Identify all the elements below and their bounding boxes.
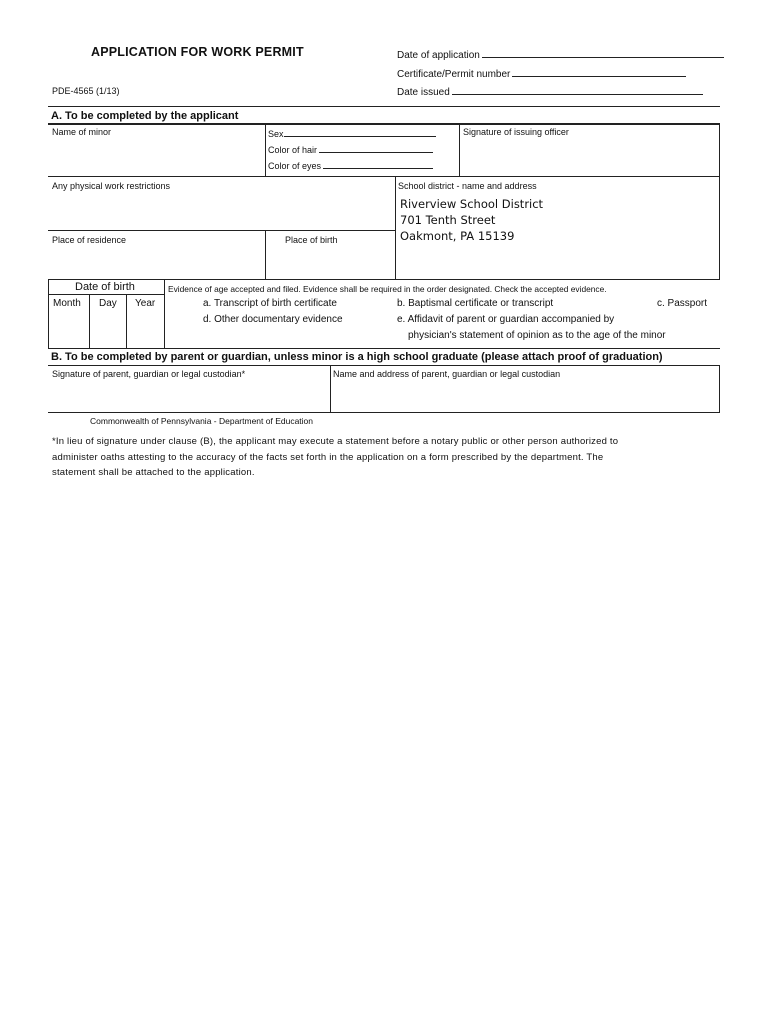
place-of-residence-label: Place of residence	[52, 235, 127, 245]
place-of-birth-label: Place of birth	[285, 235, 338, 245]
school-address-line: Riverview School District	[400, 197, 544, 211]
certificate-number-line	[512, 67, 686, 77]
footnote-line: administer oaths attesting to the accuracy of the facts set forth in the application on a form prescribed by the department. The	[52, 451, 604, 463]
section-b-top-rule	[48, 348, 720, 349]
section-b-bottom-rule	[48, 412, 720, 413]
date-of-application-field[interactable]	[397, 48, 724, 61]
row-rule	[48, 279, 720, 280]
divider	[719, 177, 720, 279]
divider	[126, 294, 127, 348]
section-b-rule	[48, 365, 720, 366]
evidence-option-c[interactable]: c. Passport	[657, 298, 708, 309]
color-of-eyes-label: Color of eyes	[268, 161, 322, 171]
footnote-line: statement shall be attached to the application.	[52, 467, 255, 478]
school-district-label: School district - name and address	[398, 181, 537, 191]
form-code: PDE-4565 (1/13)	[52, 86, 120, 96]
parent-signature-label: Signature of parent, guardian or legal custodian*	[52, 369, 246, 379]
physical-restrictions-label: Any physical work restrictions	[52, 181, 171, 191]
name-of-minor-label: Name of minor	[52, 127, 112, 137]
date-issued-field[interactable]	[397, 85, 703, 98]
school-address	[400, 196, 543, 244]
divider	[48, 280, 49, 348]
divider	[719, 366, 720, 413]
evidence-option-e-continued: physician's statement of opinion as to the age of the minor	[408, 330, 666, 341]
date-issued-line	[452, 85, 703, 95]
section-a-heading: A. To be completed by the applicant	[51, 110, 239, 122]
color-of-hair-line	[319, 143, 433, 153]
sex-label: Sex	[268, 129, 284, 139]
dob-rule	[48, 294, 165, 295]
form-title: APPLICATION FOR WORK PERMIT	[91, 45, 304, 59]
agency-label: Commonwealth of Pennsylvania - Department of Education	[90, 416, 314, 426]
certificate-number-field[interactable]	[397, 67, 686, 80]
evidence-option-e[interactable]: e. Affidavit of parent or guardian accompanied by	[397, 314, 615, 325]
sex-field[interactable]	[268, 127, 436, 139]
color-of-eyes-field[interactable]	[268, 159, 433, 171]
school-address-line: 701 Tenth Street	[400, 213, 496, 227]
row-rule	[48, 230, 396, 231]
school-address-line: Oakmont, PA 15139	[400, 229, 515, 243]
divider	[459, 124, 460, 176]
section-a-rule	[48, 123, 720, 125]
date-of-birth-label: Date of birth	[75, 281, 135, 293]
divider	[265, 231, 266, 279]
date-of-application-label: Date of application	[397, 50, 480, 61]
dob-month-label[interactable]: Month	[53, 298, 81, 309]
color-of-hair-field[interactable]	[268, 143, 433, 155]
divider	[395, 177, 396, 279]
divider	[265, 124, 266, 176]
divider	[164, 280, 165, 348]
color-of-eyes-line	[323, 159, 433, 169]
divider	[330, 366, 331, 413]
evidence-option-d[interactable]: d. Other documentary evidence	[203, 314, 343, 325]
row-rule	[48, 176, 720, 177]
evidence-option-b[interactable]: b. Baptismal certificate or transcript	[397, 298, 554, 309]
evidence-intro: Evidence of age accepted and filed. Evidence shall be required in the order designated. Check the accepted evidence.	[168, 284, 607, 294]
dob-year-label[interactable]: Year	[135, 298, 156, 309]
date-issued-label: Date issued	[397, 87, 450, 98]
evidence-option-a[interactable]: a. Transcript of birth certificate	[203, 298, 337, 309]
footnote	[52, 434, 618, 481]
divider	[89, 294, 90, 348]
date-of-application-line	[482, 48, 724, 58]
sex-line	[284, 127, 436, 137]
section-b-heading: B. To be completed by parent or guardian, unless minor is a high school graduate (please attach proof of graduation)	[51, 351, 663, 363]
divider	[719, 124, 720, 176]
header-rule	[48, 106, 720, 107]
signature-issuing-officer-label: Signature of issuing officer	[463, 127, 569, 137]
color-of-hair-label: Color of hair	[268, 145, 318, 155]
parent-name-address-label: Name and address of parent, guardian or legal custodian	[333, 369, 561, 379]
certificate-number-label: Certificate/Permit number	[397, 69, 511, 80]
footnote-line: *In lieu of signature under clause (B), the applicant may execute a statement before a notary public or other person authorized to	[52, 436, 619, 447]
dob-day-label[interactable]: Day	[99, 298, 117, 309]
